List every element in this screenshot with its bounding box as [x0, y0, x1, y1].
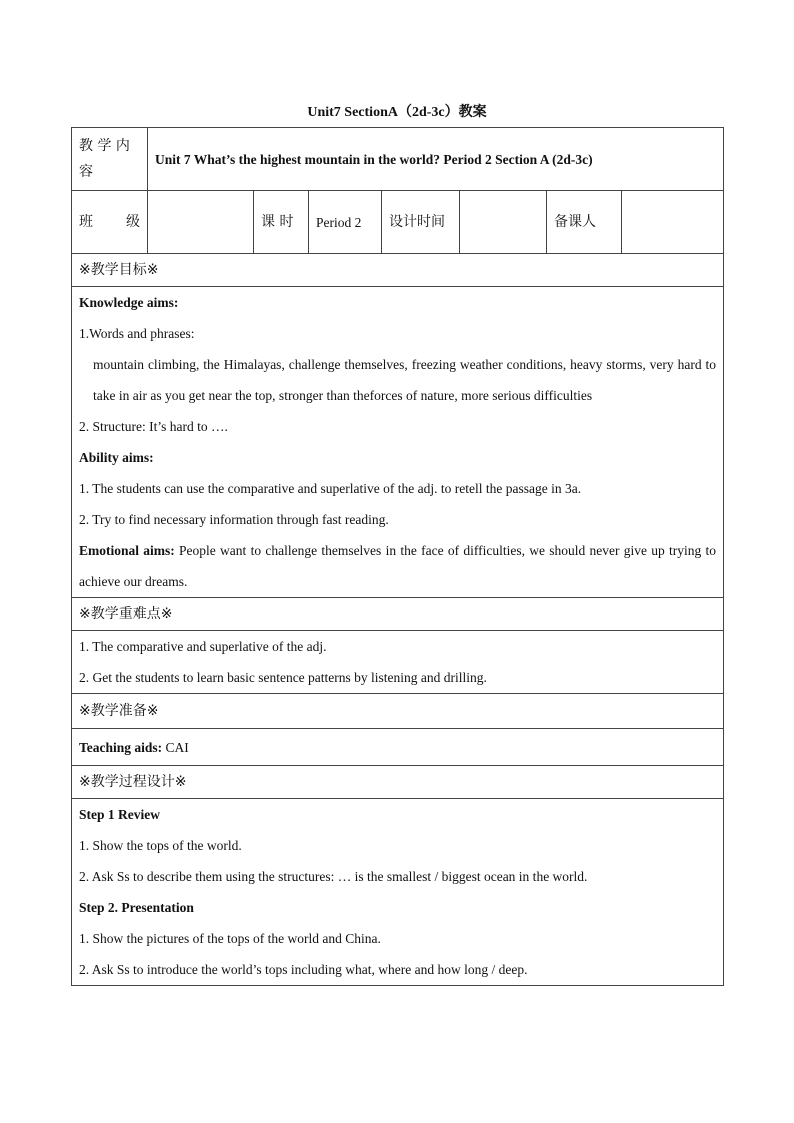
preparation-heading: ※教学准备※	[72, 694, 724, 729]
lesson-plan-table	[71, 127, 724, 986]
process-heading: ※教学过程设计※	[72, 766, 724, 799]
class-label: 班 级	[72, 191, 148, 254]
emotional-title: Emotional aims:	[79, 543, 175, 558]
teaching-aids	[72, 729, 724, 766]
ability-item-2: 2. Try to find necessary information through fast reading.	[79, 512, 389, 527]
step1-item-2: 2. Ask Ss to describe them using the structures: … is the smallest / biggest ocean in the world.	[79, 869, 588, 884]
step1-title: Step 1 Review	[79, 807, 160, 822]
content-label: 教 学 内 容	[72, 128, 148, 191]
knowledge-title: Knowledge aims:	[79, 295, 179, 310]
preparer-value[interactable]	[622, 191, 724, 254]
step2-title: Step 2. Presentation	[79, 900, 194, 915]
lesson-value: Period 2	[309, 191, 382, 254]
words-title: 1.Words and phrases:	[79, 326, 195, 341]
words-text: mountain climbing, the Himalayas, challenge themselves, freezing weather conditions, heavy storms, very hard to take in air as you get near the top, stronger than theforces of nature, more serious difficulties	[93, 357, 717, 403]
step1-item-1: 1. Show the tops of the world.	[79, 838, 242, 853]
difficulty-item-2: 2. Get the students to learn basic sentence patterns by listening and drilling.	[79, 670, 487, 685]
emotional-text: People want to challenge themselves in the face of difficulties, we should never give up trying to achieve our dreams.	[79, 543, 717, 589]
design-time-value[interactable]	[460, 191, 547, 254]
difficulty-item-1: 1. The comparative and superlative of the adj.	[79, 639, 327, 654]
objectives-section	[72, 287, 724, 598]
objectives-heading: ※教学目标※	[72, 254, 724, 287]
lesson-label: 课 时	[254, 191, 309, 254]
difficulties-section	[72, 631, 724, 694]
ability-title: Ability aims:	[79, 450, 154, 465]
ability-item-1: 1. The students can use the comparative and superlative of the adj. to retell the passage in 3a.	[79, 481, 582, 496]
structure-text: 2. Structure: It’s hard to ….	[79, 419, 228, 434]
document-title: Unit7 SectionA（2d-3c）教案	[307, 105, 487, 120]
teaching-aids-value: CAI	[162, 739, 189, 755]
emotional-aims	[79, 535, 716, 597]
difficulties-heading: ※教学重难点※	[72, 598, 724, 631]
class-value[interactable]	[148, 191, 254, 254]
step2-item-1: 1. Show the pictures of the tops of the world and China.	[79, 931, 381, 946]
teaching-aids-label: Teaching aids:	[79, 739, 163, 755]
process-section	[72, 799, 724, 986]
preparer-label: 备课人	[547, 191, 622, 254]
step2-item-2: 2. Ask Ss to introduce the world’s tops including what, where and how long / deep.	[79, 962, 528, 977]
design-time-label: 设计时间	[382, 191, 460, 254]
content-value: Unit 7 What’s the highest mountain in the world? Period 2 Section A (2d-3c)	[148, 128, 724, 191]
